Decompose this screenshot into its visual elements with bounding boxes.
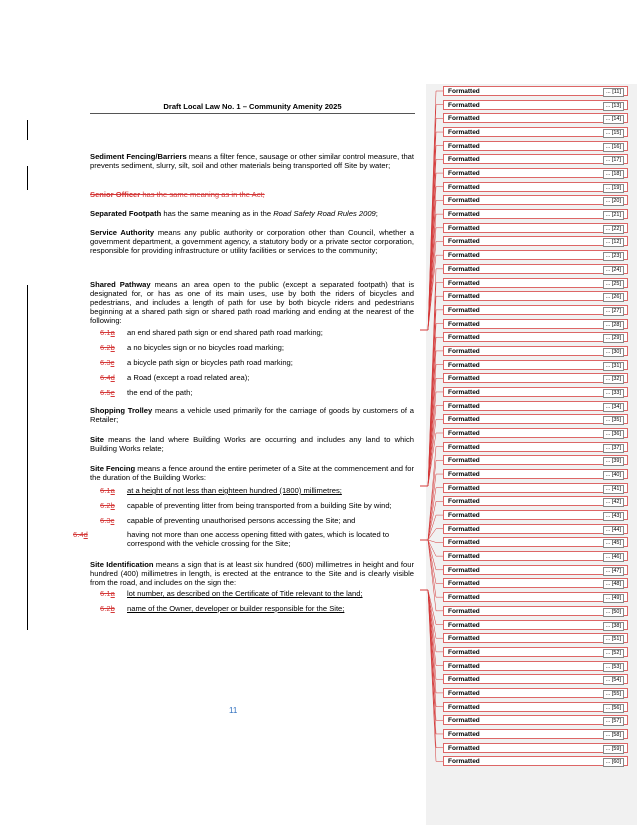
balloon-label: Formatted bbox=[448, 238, 480, 246]
balloon-label: Formatted bbox=[448, 689, 480, 697]
balloon-ref-link[interactable]: ... [23] bbox=[603, 252, 624, 261]
balloon-label: Formatted bbox=[448, 416, 480, 424]
balloon-label: Formatted bbox=[448, 443, 480, 451]
formatted-balloon[interactable] bbox=[443, 168, 628, 178]
formatted-balloon[interactable] bbox=[443, 647, 628, 657]
page-number: 11 bbox=[229, 706, 238, 715]
formatted-balloon[interactable] bbox=[443, 510, 628, 520]
list-item: 6.2b a no bicycles sign or no bicycles road marking; bbox=[100, 343, 285, 352]
balloon-ref-link[interactable]: ... [43] bbox=[603, 512, 624, 521]
formatted-balloon[interactable] bbox=[443, 141, 628, 151]
balloon-ref-link[interactable]: ... [20] bbox=[603, 197, 624, 206]
balloon-label: Formatted bbox=[448, 662, 480, 670]
formatted-balloon[interactable] bbox=[443, 442, 628, 452]
formatted-balloon[interactable] bbox=[443, 496, 628, 506]
balloon-label: Formatted bbox=[448, 334, 480, 342]
balloon-label: Formatted bbox=[448, 607, 480, 615]
balloon-ref-link[interactable]: ... [57] bbox=[603, 717, 624, 726]
balloon-label: Formatted bbox=[448, 730, 480, 738]
balloon-label: Formatted bbox=[448, 512, 480, 520]
balloon-label: Formatted bbox=[448, 594, 480, 602]
balloon-label: Formatted bbox=[448, 320, 480, 328]
definition-shared-pathway: Shared Pathway means an area open to the public (except a separated footpath) that is designated for, or has as one of its main uses, use by both the riders of bicycles and pedestrians, and includes a length of path for use by both bicycle riders and pedestrians beginning at a shared path sign or shared path road marking and ending at the nearest of the following: bbox=[90, 280, 414, 325]
balloon-ref-link[interactable]: ... [60] bbox=[603, 758, 624, 767]
list-item: 6.1a lot number, as described on the Certificate of Title relevant to the land; bbox=[100, 589, 363, 598]
formatted-balloon[interactable] bbox=[443, 360, 628, 370]
balloon-label: Formatted bbox=[448, 676, 480, 684]
balloon-ref-link[interactable]: ... [54] bbox=[603, 676, 624, 685]
balloon-label: Formatted bbox=[448, 525, 480, 533]
balloon-ref-link[interactable]: ... [59] bbox=[603, 745, 624, 754]
balloon-label: Formatted bbox=[448, 539, 480, 547]
balloon-ref-link[interactable]: ... [46] bbox=[603, 553, 624, 562]
balloon-ref-link[interactable]: ... [12] bbox=[603, 238, 624, 247]
list-item: 6.2b capable of preventing litter from being transported from a building Site by wind; bbox=[100, 501, 392, 510]
formatted-balloon[interactable] bbox=[443, 182, 628, 192]
definition-shopping-trolley: Shopping Trolley means a vehicle used primarily for the carriage of goods by customers of a Retailer; bbox=[90, 406, 414, 424]
formatted-balloon[interactable] bbox=[443, 428, 628, 438]
balloon-ref-link[interactable]: ... [33] bbox=[603, 389, 624, 398]
balloon-ref-link[interactable]: ... [17] bbox=[603, 156, 624, 165]
balloon-ref-link[interactable]: ... [11] bbox=[603, 88, 624, 97]
balloon-label: Formatted bbox=[448, 580, 480, 588]
balloon-ref-link[interactable]: ... [36] bbox=[603, 430, 624, 439]
balloon-ref-link[interactable]: ... [53] bbox=[603, 663, 624, 672]
balloon-ref-link[interactable]: ... [22] bbox=[603, 225, 624, 234]
formatted-balloon[interactable] bbox=[443, 195, 628, 205]
balloon-ref-link[interactable]: ... [47] bbox=[603, 567, 624, 576]
formatted-balloon[interactable] bbox=[443, 469, 628, 479]
balloon-label: Formatted bbox=[448, 347, 480, 355]
balloon-ref-link[interactable]: ... [13] bbox=[603, 102, 624, 111]
balloon-ref-link[interactable]: ... [39] bbox=[603, 457, 624, 466]
balloon-label: Formatted bbox=[448, 101, 480, 109]
balloon-label: Formatted bbox=[448, 635, 480, 643]
balloon-ref-link[interactable]: ... [42] bbox=[603, 498, 624, 507]
balloon-label: Formatted bbox=[448, 211, 480, 219]
formatted-balloon[interactable] bbox=[443, 524, 628, 534]
balloon-ref-link[interactable]: ... [24] bbox=[603, 266, 624, 275]
formatted-balloon[interactable] bbox=[443, 154, 628, 164]
formatted-balloon[interactable] bbox=[443, 674, 628, 684]
balloon-ref-link[interactable]: ... [45] bbox=[603, 539, 624, 548]
balloon-ref-link[interactable]: ... [28] bbox=[603, 321, 624, 330]
balloon-label: Formatted bbox=[448, 744, 480, 752]
balloon-ref-link[interactable]: ... [30] bbox=[603, 348, 624, 357]
balloon-label: Formatted bbox=[448, 197, 480, 205]
formatted-balloon[interactable] bbox=[443, 236, 628, 246]
formatted-balloon[interactable] bbox=[443, 592, 628, 602]
balloon-ref-link[interactable]: ... [31] bbox=[603, 362, 624, 371]
balloon-label: Formatted bbox=[448, 293, 480, 301]
formatted-balloon[interactable] bbox=[443, 537, 628, 547]
formatted-balloon[interactable] bbox=[443, 127, 628, 137]
definition-senior-officer: Senior Officer has the same meaning as in the Act; bbox=[90, 190, 265, 199]
balloon-label: Formatted bbox=[448, 621, 480, 629]
balloon-label: Formatted bbox=[448, 375, 480, 383]
balloon-ref-link[interactable]: ... [58] bbox=[603, 731, 624, 740]
balloon-ref-link[interactable]: ... [52] bbox=[603, 649, 624, 658]
formatted-balloon[interactable] bbox=[443, 346, 628, 356]
balloon-ref-link[interactable]: ... [55] bbox=[603, 690, 624, 699]
balloon-label: Formatted bbox=[448, 430, 480, 437]
balloon-label: Formatted bbox=[448, 566, 480, 574]
formatted-balloon[interactable] bbox=[443, 551, 628, 561]
formatted-balloon[interactable] bbox=[443, 291, 628, 301]
balloon-label: Formatted bbox=[448, 156, 480, 164]
formatted-balloon[interactable] bbox=[443, 278, 628, 288]
balloon-label: Formatted bbox=[448, 484, 480, 492]
formatted-balloon[interactable] bbox=[443, 305, 628, 315]
balloon-ref-link[interactable]: ... [21] bbox=[603, 211, 624, 220]
formatted-balloon[interactable] bbox=[443, 620, 628, 630]
balloon-ref-link[interactable]: ... [15] bbox=[603, 129, 624, 138]
balloon-ref-link[interactable]: ... [27] bbox=[603, 307, 624, 316]
balloon-ref-link[interactable]: ... [25] bbox=[603, 280, 624, 289]
balloon-label: Formatted bbox=[448, 457, 480, 465]
formatted-balloon[interactable] bbox=[443, 688, 628, 698]
formatted-balloon[interactable] bbox=[443, 332, 628, 342]
definition-separated-footpath: Separated Footpath has the same meaning as in the Road Safety Road Rules 2009; bbox=[90, 209, 378, 218]
balloon-label: Formatted bbox=[448, 498, 480, 506]
formatted-balloon[interactable] bbox=[443, 729, 628, 739]
balloon-label: Formatted bbox=[448, 183, 480, 191]
definition-site-fencing: Site Fencing means a fence around the entire perimeter of a Site at the commencement and for the duration of the Building Works: bbox=[90, 464, 414, 482]
balloon-label: Formatted bbox=[448, 402, 480, 410]
balloon-ref-link[interactable]: ... [35] bbox=[603, 416, 624, 425]
balloon-label: Formatted bbox=[448, 224, 480, 232]
list-item: 6.5e the end of the path; bbox=[100, 388, 193, 397]
list-item: 6.1a an end shared path sign or end shared path road marking; bbox=[100, 328, 323, 337]
formatted-balloon[interactable] bbox=[443, 113, 628, 123]
formatted-balloon[interactable] bbox=[443, 264, 628, 274]
balloon-label: Formatted bbox=[448, 717, 480, 725]
formatted-balloon[interactable] bbox=[443, 565, 628, 575]
balloon-ref-link[interactable]: ... [32] bbox=[603, 375, 624, 384]
balloon-label: Formatted bbox=[448, 129, 480, 137]
formatted-balloon[interactable] bbox=[443, 387, 628, 397]
balloon-ref-link[interactable]: ... [29] bbox=[603, 334, 624, 343]
definition-sediment: Sediment Fencing/Barriers means a filter fence, sausage or other similar control measure, that prevents sediment, slurry, silt, soil and other materials being transported off Site by water; bbox=[90, 152, 415, 170]
formatted-balloon[interactable] bbox=[443, 661, 628, 671]
list-item: 6.3c capable of preventing unauthorised persons accessing the Site; and bbox=[100, 516, 356, 525]
balloon-label: Formatted bbox=[448, 703, 480, 711]
formatted-balloon[interactable] bbox=[443, 715, 628, 725]
formatted-balloon[interactable] bbox=[443, 606, 628, 616]
formatted-balloon[interactable] bbox=[443, 86, 628, 96]
balloon-label: Formatted bbox=[448, 388, 480, 396]
balloon-ref-link[interactable]: ... [26] bbox=[603, 293, 624, 302]
balloon-label: Formatted bbox=[448, 252, 480, 260]
balloon-ref-link[interactable]: ... [18] bbox=[603, 170, 624, 179]
page-header: Draft Local Law No. 1 – Community Amenity 2025 bbox=[163, 102, 342, 111]
formatted-balloon[interactable] bbox=[443, 743, 628, 753]
list-item: 6.1a at a height of not less than eighteen hundred (1800) millimetres; bbox=[100, 486, 342, 495]
balloon-label: Formatted bbox=[448, 142, 480, 150]
balloon-label: Formatted bbox=[448, 471, 480, 479]
balloon-label: Formatted bbox=[448, 306, 480, 314]
balloon-ref-link[interactable]: ... [56] bbox=[603, 704, 624, 713]
formatted-balloon[interactable] bbox=[443, 414, 628, 424]
balloon-label: Formatted bbox=[448, 279, 480, 287]
formatted-balloon[interactable] bbox=[443, 401, 628, 411]
balloon-label: Formatted bbox=[448, 648, 480, 656]
formatted-balloon[interactable] bbox=[443, 483, 628, 493]
balloon-ref-link[interactable]: ... [37] bbox=[603, 444, 624, 453]
formatted-balloon[interactable] bbox=[443, 702, 628, 712]
formatted-balloon[interactable] bbox=[443, 100, 628, 110]
balloon-label: Formatted bbox=[448, 170, 480, 178]
balloon-ref-link[interactable]: ... [40] bbox=[603, 471, 624, 480]
balloon-ref-link[interactable]: ... [50] bbox=[603, 608, 624, 617]
balloon-ref-link[interactable]: ... [19] bbox=[603, 184, 624, 193]
balloon-ref-link[interactable]: ... [34] bbox=[603, 403, 624, 412]
list-item: 6.3c a bicycle path sign or bicycles path road marking; bbox=[100, 358, 293, 367]
balloon-label: Formatted bbox=[448, 88, 480, 95]
balloon-ref-link[interactable]: ... [14] bbox=[603, 115, 624, 124]
formatted-balloon[interactable] bbox=[443, 250, 628, 260]
balloon-label: Formatted bbox=[448, 115, 480, 123]
formatted-balloon[interactable] bbox=[443, 373, 628, 383]
balloon-ref-link[interactable]: ... [38] bbox=[603, 622, 624, 631]
list-item: 6.2b name of the Owner, developer or builder responsible for the Site; bbox=[100, 604, 345, 613]
formatted-balloon[interactable] bbox=[443, 756, 628, 766]
list-item: 6.4d having not more than one access opening fitted with gates, which is located to correspond with the vehicle crossing for the Site; bbox=[73, 530, 390, 548]
balloon-ref-link[interactable]: ... [48] bbox=[603, 580, 624, 589]
balloon-label: Formatted bbox=[448, 553, 480, 561]
balloon-ref-link[interactable]: ... [49] bbox=[603, 594, 624, 603]
formatted-balloon[interactable] bbox=[443, 578, 628, 588]
formatted-balloon[interactable] bbox=[443, 223, 628, 233]
balloon-label: Formatted bbox=[448, 758, 480, 766]
balloon-ref-link[interactable]: ... [41] bbox=[603, 485, 624, 494]
list-item: 6.4d a Road (except a road related area); bbox=[100, 373, 250, 382]
balloon-ref-link[interactable]: ... [16] bbox=[603, 143, 624, 152]
formatted-balloon[interactable] bbox=[443, 319, 628, 329]
balloon-ref-link[interactable]: ... [44] bbox=[603, 526, 624, 535]
formatted-balloon[interactable] bbox=[443, 209, 628, 219]
formatted-balloon[interactable] bbox=[443, 455, 628, 465]
definition-site-identification: Site Identification means a sign that is at least six hundred (600) millimetres in height and four hundred (400) millimetres in length, is erected at the entrance to the Site and is clearly visible from the road, and includes on the sign the: bbox=[90, 560, 414, 587]
balloon-label: Formatted bbox=[448, 265, 480, 273]
definition-site: Site means the land where Building Works are occurring and includes any land to which Building Works relate; bbox=[90, 435, 414, 453]
formatted-balloon[interactable] bbox=[443, 633, 628, 643]
balloon-ref-link[interactable]: ... [51] bbox=[603, 635, 624, 644]
definition-service-authority: Service Authority means any public authority or corporation other than Council, whether a government department, a government agency, a statutory body or a private sector corporation, responsible for providing infrastructure or utility facilities or services to the community; bbox=[90, 228, 414, 255]
balloon-label: Formatted bbox=[448, 361, 480, 369]
